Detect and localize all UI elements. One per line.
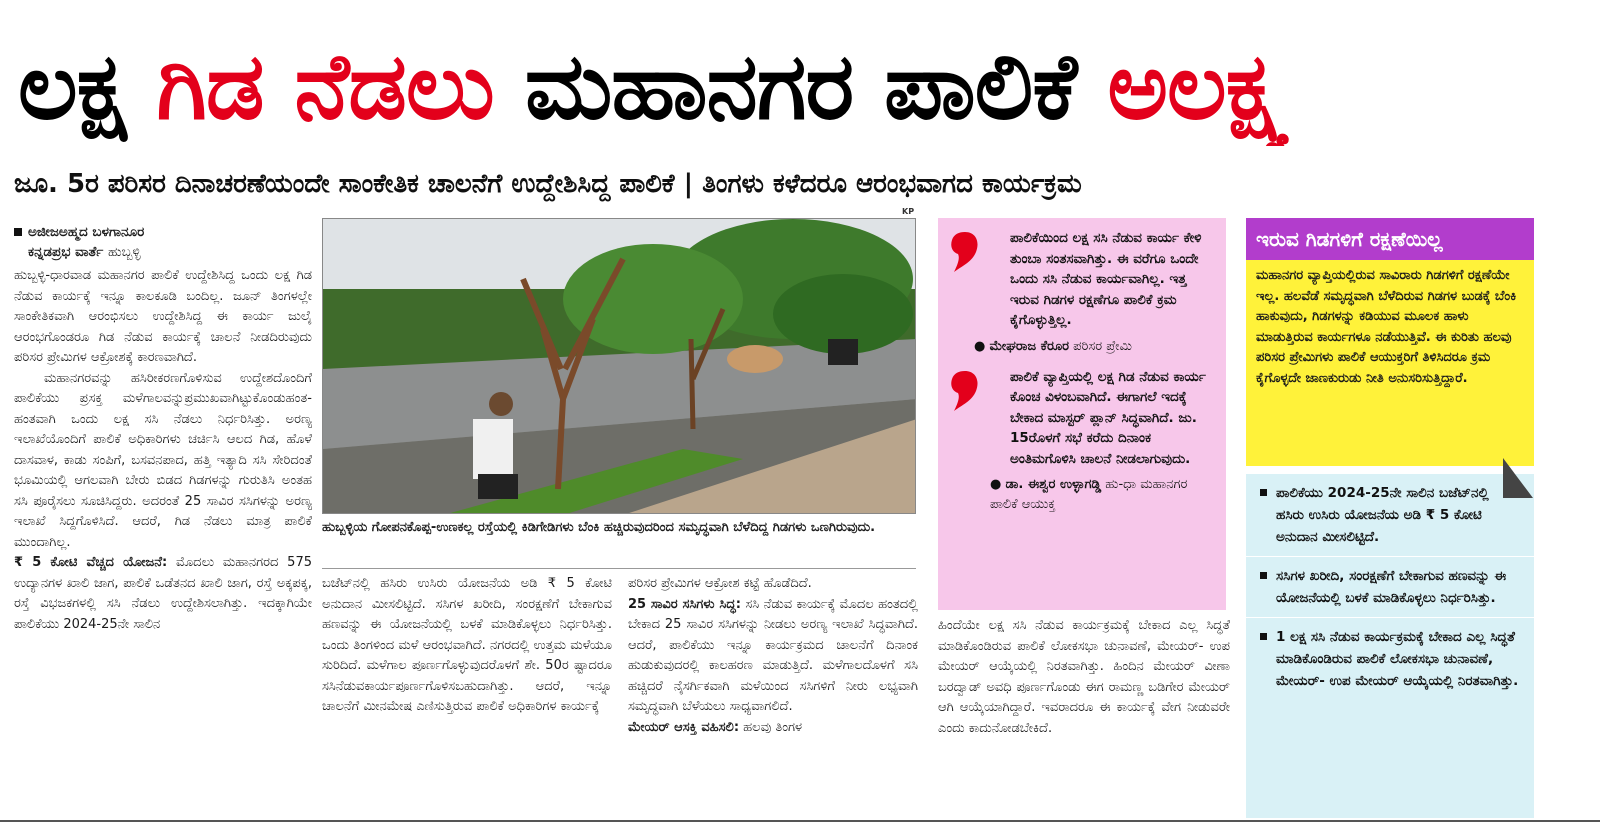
- byline-agency: ಕನ್ನಡಪ್ರಭ ವಾರ್ತೆ: [28, 244, 104, 260]
- headline: [18, 28, 1538, 146]
- quote-2-role: ಹು-ಧಾ ಮಹಾನಗರ ಪಾಲಿಕೆ ಆಯುಕ್ತ: [990, 477, 1188, 512]
- quote-2-text: ಪಾಲಿಕೆ ವ್ಯಾಪ್ತಿಯಲ್ಲಿ ಲಕ್ಷ ಗಿಡ ನೆಡುವ ಕಾರ್ಯ ಕೊಂಚ ವಿಳಂಬವಾಗಿದೆ. ಈಗಾಗಲೆ ಇದಕ್ಕೆ ಬೇಕಾದ ಮಾಸ್ಟರ್ ಪ್ಲಾನ್ ಸಿದ್ಧವಾಗಿದೆ. ಜು. 15ರೊಳಗೆ ಸಭೆ ಕರೆದು ದಿನಾಂಕ ಅಂತಿಮಗೊಳಿಸಿ ಚಾಲನೆ ನೀಡಲಾಗುವುದು.: [1010, 368, 1206, 467]
- col1-paragraph-3: [14, 553, 312, 635]
- article-column-2: [322, 574, 612, 814]
- quote-1: [950, 228, 1214, 331]
- headline-part-1: ಲಕ್ಷ: [18, 33, 126, 140]
- photo-caption: ಹುಬ್ಬಳ್ಳಿಯ ಗೋಪನಕೊಪ್ಪ-ಉಣಕಲ್ಲ ರಸ್ತೆಯಲ್ಲಿ ಕಿಡಿಗೇಡಿಗಳು ಬೆಂಕಿ ಹಚ್ಚಿರುವುದರಿಂದ ಸಮೃದ್ಧವಾಗಿ ಬೆಳೆದಿದ್ದ ಗಿಡಗಳು ಒಣಗಿರುವುದು.: [322, 520, 876, 535]
- col3-paragraph-1: ಪರಿಸರ ಪ್ರೇಮಿಗಳ ಆಕ್ರೋಶ ಕಟ್ಟೆ ಹೊಡೆದಿದೆ.: [628, 576, 812, 591]
- subheadline: ಜೂ. 5ರ ಪರಿಸರ ದಿನಾಚರಣೆಯಂದೇ ಸಾಂಕೇತಿಕ ಚಾಲನೆಗೆ ಉದ್ದೇಶಿಸಿದ್ದ ಪಾಲಿಕೆ | ತಿಂಗಳು ಕಳೆದರೂ ಆರಂಭವಾಗದ ಕಾರ್ಯಕ್ರಮ: [14, 169, 1082, 199]
- news-photo: [322, 218, 916, 514]
- sidebar-point: [1246, 557, 1534, 618]
- quote-1-role: ಪರಿಸರ ಪ್ರೇಮಿ: [1073, 338, 1132, 354]
- col1-paragraph-1: ಹುಬ್ಬಳ್ಳಿ-ಧಾರವಾಡ ಮಹಾನಗರ ಪಾಲಿಕೆ ಉದ್ದೇಶಿಸಿದ್ದ ಒಂದು ಲಕ್ಷ ಗಿಡ ನೆಡುವ ಕಾರ್ಯಕ್ಕೆ ಇನ್ನೂ ಕಾಲಕೂಡಿ ಬಂದಿಲ್ಲ. ಜೂನ್ ತಿಂಗಳಲ್ಲೇ ಸಾಂಕೇತಿಕವಾಗಿ ಆರಂಭಿಸಲು ಉದ್ದೇಶಿಸಿದ್ದ ಈ ಕಾರ್ಯ ಜುಲೈ ಆರಂಭಗೊಂಡರೂ ಗಿಡ ನೆಡುವ ಕಾರ್ಯಕ್ಕೆ ಚಾಲನೆ ನೀಡದಿರುವುದು ಪರಿಸರ ಪ್ರೇಮಿಗಳ ಆಕ್ರೋಶಕ್ಕೆ ಕಾರಣವಾಗಿದೆ.: [14, 268, 312, 365]
- headline-part-4: ಅಲಕ್ಷ್ಯ: [1107, 33, 1291, 140]
- divider: [322, 568, 916, 569]
- sidebar-heading: ಇರುವ ಗಿಡಗಳಿಗೆ ರಕ್ಷಣೆಯಿಲ್ಲ: [1246, 218, 1534, 260]
- quote-1-text: ಪಾಲಿಕೆಯಿಂದ ಲಕ್ಷ ಸಸಿ ನೆಡುವ ಕಾರ್ಯ ಕೇಳಿ ತುಂಬಾ ಸಂತಸವಾಗಿತ್ತು. ಈ ವರೆಗೂ ಒಂದೇ ಒಂದು ಸಸಿ ನೆಡುವ ಕಾರ್ಯವಾಗಿಲ್ಲ. ಇತ್ತ ಇರುವ ಗಿಡಗಳ ರಕ್ಷಣೆಗೂ ಪಾಲಿಕೆ ಕ್ರಮ ಕೈಗೊಳ್ಳುತ್ತಿಲ್ಲ.: [1010, 230, 1202, 328]
- col4-paragraph-1: ಹಿಂದೆಯೇ ಲಕ್ಷ ಸಸಿ ನೆಡುವ ಕಾರ್ಯಕ್ರಮಕ್ಕೆ ಬೇಕಾದ ಎಲ್ಲ ಸಿದ್ಧತೆ ಮಾಡಿಕೊಂಡಿರುವ ಪಾಲಿಕೆ ಲೋಕಸಭಾ ಚುನಾವಣೆ, ಮೇಯರ್- ಉಪ ಮೇಯರ್ ಆಯ್ಕೆಯಲ್ಲಿ ನಿರತವಾಗಿತ್ತು. ಹಿಂದಿನ ಮೇಯರ್ ವೀಣಾ ಬರದ್ವಾಡ್ ಅವಧಿ ಪೂರ್ಣಗೊಂಡು ಈಗ ರಾಮಣ್ಣ ಬಡಿಗೇರ ಮೇಯರ್ ಆಗಿ ಆಯ್ಕೆಯಾಗಿದ್ದಾರೆ. ಇವರಾದರೂ ಈ ಕಾರ್ಯಕ್ಕೆ ವೇಗ ನೀಡುವರೇ ಎಂದು ಕಾದುನೋಡಬೇಕಿದೆ.: [938, 618, 1230, 736]
- bullet-icon: [1260, 633, 1267, 640]
- quote-1-attribution: ● ಮೇಘರಾಜ ಕೆರೂರ ಪರಿಸರ ಪ್ರೇಮಿ: [974, 338, 1132, 354]
- sidebar-point-text: 1 ಲಕ್ಷ ಸಸಿ ನೆಡುವ ಕಾರ್ಯಕ್ರಮಕ್ಕೆ ಬೇಕಾದ ಎಲ್ಲ ಸಿದ್ಧತೆ ಮಾಡಿಕೊಂಡಿರುವ ಪಾಲಿಕೆ ಲೋಕಸಭಾ ಚುನಾವಣೆ, ಮೇಯರ್- ಉಪ ಮೇಯರ್ ಆಯ್ಕೆಯಲ್ಲಿ ನಿರತವಾಗಿತ್ತು.: [1276, 629, 1519, 689]
- bullet-icon: [14, 228, 22, 236]
- quote-box: [938, 218, 1226, 610]
- col2-paragraph-1: ಬಜೆಟ್‌ನಲ್ಲಿ ಹಸಿರು ಉಸಿರು ಯೋಜನೆಯ ಅಡಿ ₹ 5 ಕೋಟಿ ಅನುದಾನ ಮೀಸಲಿಟ್ಟಿದೆ. ಸಸಿಗಳ ಖರೀದಿ, ಸಂರಕ್ಷಣೆಗೆ ಬೇಕಾಗುವ ಹಣವನ್ನು ಈ ಯೋಜನೆಯಲ್ಲಿ ಬಳಕೆ ಮಾಡಿಕೊಳ್ಳಲು ನಿರ್ಧರಿಸಿತ್ತು. ಒಂದು ತಿಂಗಳಿಂದ ಮಳೆ ಆರಂಭವಾಗಿದೆ. ನಗರದಲ್ಲಿ ಉತ್ತಮ ಮಳೆಯೂ ಸುರಿದಿದೆ. ಮಳೆಗಾಲ ಪೂರ್ಣಗೊಳ್ಳುವುದರೊಳಗೆ ಶೇ. 50ರ ಷ್ಟಾದರೂ ಸಸಿನೆಡುವಕಾರ್ಯಪೂರ್ಣಗೊಳಿಸಬಹುದಾಗಿತ್ತು. ಆದರೆ, ಇನ್ನೂ ಚಾಲನೆಗೆ ಮೀನಮೇಷ ಎಣಿಸುತ್ತಿರುವ ಪಾಲಿಕೆ ಅಧಿಕಾರಿಗಳ ಕಾರ್ಯಕ್ಕೆ: [322, 576, 612, 714]
- bullet-icon: [1260, 489, 1267, 496]
- col1-paragraph-2: ಮಹಾನಗರವನ್ನು ಹಸಿರೀಕರಣಗೊಳಿಸುವ ಉದ್ದೇಶದೊಂದಿಗೆ ಪಾಲಿಕೆಯು ಪ್ರಸಕ್ತ ಮಳೆಗಾಲವನ್ನುಪ್ರಮುಖವಾಗಿಟ್ಟುಕೊಂಡುಹಂತ-ಹಂತವಾಗಿ ಒಂದು ಲಕ್ಷ ಸಸಿ ನೆಡಲು ನಿರ್ಧರಿಸಿತ್ತು. ಅರಣ್ಯ ಇಲಾಖೆಯೊಂದಿಗೆ ಪಾಲಿಕೆ ಅಧಿಕಾರಿಗಳು ಚರ್ಚಿಸಿ ಆಲದ ಗಿಡ, ಹೊಳೆ ದಾಸವಾಳ, ಕಾಡು ಸಂಪಿಗೆ, ಬಸವನಪಾದ, ಹತ್ತಿ ಇತ್ಯಾದಿ ಸಸಿ ಸೇರಿದಂತೆ ಭೂಮಿಯಲ್ಲಿ ಆಗಲವಾಗಿ ಬೇರು ಬಿಡದ ಗಿಡಗಳನ್ನು ಗುರುತಿಸಿ ಅಂತಹ ಸಸಿ ಪೂರೈಸಲು ಸೂಚಿಸಿದ್ದರು. ಅದರಂತೆ 25 ಸಾವಿರ ಸಸಿಗಳನ್ನು ಅರಣ್ಯ ಇಲಾಖೆ ಸಿದ್ದಗೊಳಿಸಿದೆ. ಆದರೆ, ಗಿಡ ನೆಡಲು ಮಾತ್ರ ಪಾಲಿಕೆ ಮುಂದಾಗಿಲ್ಲ.: [14, 370, 312, 550]
- sidebar-box: [1246, 218, 1534, 818]
- bullet-icon: [1260, 572, 1267, 579]
- photo-credit: KP: [902, 207, 915, 216]
- sidebar-body: ಮಹಾನಗರ ವ್ಯಾಪ್ತಿಯಲ್ಲಿರುವ ಸಾವಿರಾರು ಗಿಡಗಳಿಗೆ ರಕ್ಷಣೆಯೇ ಇಲ್ಲ. ಹಲವೆಡೆ ಸಮೃದ್ಧವಾಗಿ ಬೆಳೆದಿರುವ ಗಿಡಗಳ ಬುಡಕ್ಕೆ ಬೆಂಕಿ ಹಾಕುವುದು, ಗಿಡಗಳನ್ನು ಕಡಿಯುವ ಮೂಲಕ ಹಾಳು ಮಾಡುತ್ತಿರುವ ಕಾರ್ಯಗಳೂ ನಡೆಯುತ್ತಿವೆ. ಈ ಕುರಿತು ಹಲವು ಪರಿಸರ ಪ್ರೇಮಿಗಳು ಪಾಲಿಕೆ ಆಯುಕ್ತರಿಗೆ ತಿಳಿಸಿದರೂ ಕ್ರಮ ಕೈಗೊಳ್ಳದೇ ಜಾಣಕುರುಡು ನೀತಿ ಅನುಸರಿಸುತ್ತಿದ್ದಾರೆ.: [1246, 260, 1534, 466]
- quote-mark-icon: [950, 369, 980, 413]
- sidebar-point: [1246, 474, 1534, 557]
- page-fold-icon: [1503, 458, 1533, 498]
- col3-paragraph-3: [628, 718, 918, 739]
- quote-1-name: ಮೇಘರಾಜ ಕೆರೂರ: [989, 338, 1070, 354]
- byline: [14, 222, 312, 262]
- col3-paragraph-2: [628, 595, 918, 718]
- sidebar-points: [1246, 474, 1534, 818]
- quote-2: [950, 367, 1214, 470]
- col3-subhead-2: ಮೇಯರ್ ಆಸಕ್ತಿ ವಹಿಸಲಿ:: [628, 719, 740, 735]
- sidebar-point: [1246, 618, 1534, 700]
- col1-subhead: ₹ 5 ಕೋಟಿ ವೆಚ್ಚದ ಯೋಜನೆ:: [14, 555, 168, 570]
- headline-part-3: ಮಹಾನಗರ ಪಾಲಿಕೆ: [524, 33, 1077, 140]
- article-column-3: [628, 574, 918, 814]
- quote-2-name: ಡಾ. ಈಶ್ವರ ಉಳ್ಳಾಗಡ್ಡಿ: [1005, 477, 1102, 492]
- sidebar-point-text: ಸಸಿಗಳ ಖರೀದಿ, ಸಂರಕ್ಷಣೆಗೆ ಬೇಕಾಗುವ ಹಣವನ್ನು ಈ ಯೋಜನೆಯಲ್ಲಿ ಬಳಕೆ ಮಾಡಿಕೊಳ್ಳಲು ನಿರ್ಧರಿಸಿತ್ತು.: [1276, 568, 1507, 606]
- bottom-divider: [0, 820, 1600, 822]
- sidebar-point-text: ಪಾಲಿಕೆಯು 2024-25ನೇ ಸಾಲಿನ ಬಜೆಟ್‌ನಲ್ಲಿ ಹಸಿರು ಉಸಿರು ಯೋಜನೆಯ ಅಡಿ ₹ 5 ಕೋಟಿ ಅನುದಾನ ಮೀಸಲಿಟ್ಟಿದೆ.: [1276, 485, 1489, 545]
- quote-2-attribution: ● ಡಾ. ಈಶ್ವರ ಉಳ್ಳಾಗಡ್ಡಿ ಹು-ಧಾ ಮಹಾನಗರ ಪಾಲಿಕೆ ಆಯುಕ್ತ: [990, 477, 1188, 512]
- quote-mark-icon: [950, 230, 980, 274]
- col3-paragraph-2-text: ಸಸಿ ನೆಡುವ ಕಾರ್ಯಕ್ಕೆ ಮೊದಲ ಹಂತದಲ್ಲಿ ಬೇಕಾದ 25 ಸಾವಿರ ಸಸಿಗಳನ್ನು ನೀಡಲು ಅರಣ್ಯ ಇಲಾಖೆ ಸಿದ್ಧವಾಗಿದೆ. ಆದರೆ, ಪಾಲಿಕೆಯು ಇನ್ನೂ ಕಾರ್ಯಕ್ರಮದ ಚಾಲನೆಗೆ ದಿನಾಂಕ ಹುಡುಕುವುದರಲ್ಲಿ ಕಾಲಹರಣ ಮಾಡುತ್ತಿದೆ. ಮಳೆಗಾಲದೊಳಗೆ ಸಸಿ ಹಚ್ಚಿದರೆ ನೈಸರ್ಗಿಕವಾಗಿ ಮಳೆಯಿಂದ ಸಸಿಗಳಿಗೆ ನೀರು ಲಭ್ಯವಾಗಿ ಸಮೃದ್ಧವಾಗಿ ಬೆಳೆಯಲು ಸಾಧ್ಯವಾಗಲಿದೆ.: [628, 596, 918, 714]
- headline-part-2: ಗಿಡ ನೆಡಲು: [156, 33, 494, 140]
- col3-paragraph-3-text: ಹಲವು ತಿಂಗಳ: [739, 719, 803, 735]
- col1-paragraph-3-text: ಮೊದಲು ಮಹಾನಗರದ 575 ಉದ್ಯಾನಗಳ ಖಾಲಿ ಜಾಗ, ಪಾಲಿಕೆ ಒಡೆತನದ ಖಾಲಿ ಜಾಗ, ರಸ್ತೆ ಅಕ್ಕಪಕ್ಕ, ರಸ್ತೆ ವಿಭಜಕಗಳಲ್ಲಿ ಸಸಿ ನೆಡಲು ಉದ್ದೇಶಿಸಲಾಗಿತ್ತು. ಇದಕ್ಕಾಗಿಯೇ ಪಾಲಿಕೆಯು 2024-25ನೇ ಸಾಲಿನ: [14, 555, 312, 632]
- article-column-1: [14, 222, 312, 812]
- photo-illustration: [323, 219, 916, 514]
- byline-place: ಹುಬ್ಬಳ್ಳಿ: [108, 244, 141, 260]
- col3-subhead-1: 25 ಸಾವಿರ ಸಸಿಗಳು ಸಿದ್ಧ:: [628, 596, 741, 612]
- byline-author: ಅಜೀಜಅಹ್ಮದ ಬಳಗಾನೂರ: [28, 224, 145, 240]
- article-column-4: [938, 616, 1230, 816]
